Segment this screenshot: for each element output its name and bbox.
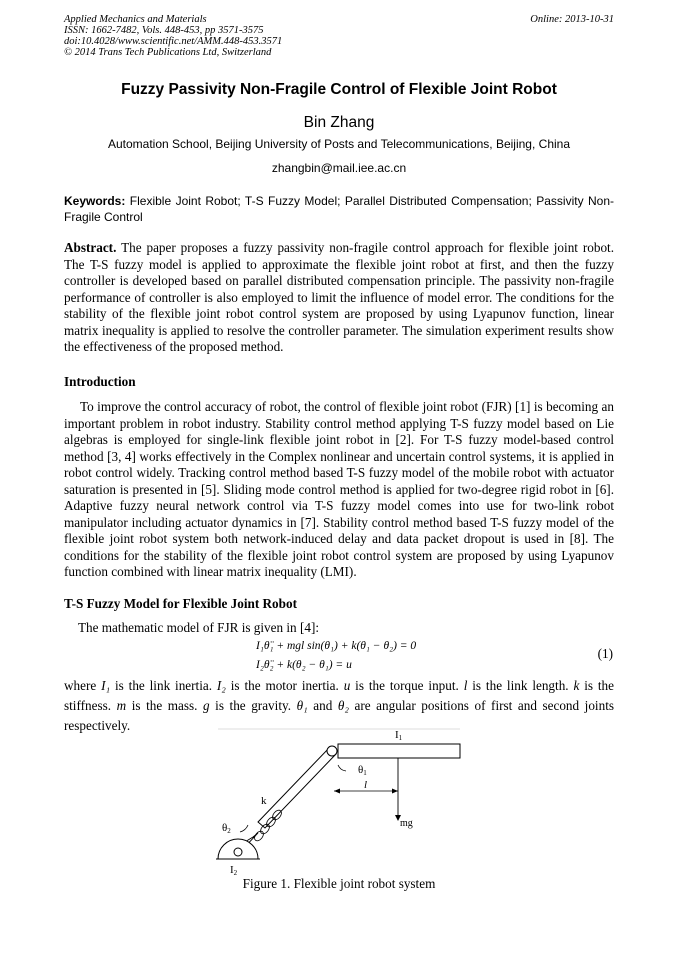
symbol-l: l <box>463 678 468 693</box>
symbol-theta1: θ₁ <box>296 698 308 713</box>
journal-name: Applied Mechanics and Materials <box>64 14 207 25</box>
issn: ISSN: 1662-7482, Vols. 448-453, pp 3571-3575 <box>64 25 264 36</box>
keywords <box>64 194 614 225</box>
author: Bin Zhang <box>303 114 375 131</box>
base-joint <box>234 848 242 856</box>
where-text: are angular positions of first and second joints respectively. <box>64 698 614 733</box>
copyright: © 2014 Trans Tech Publications Ltd, Switzerland <box>64 47 272 58</box>
symbol-theta2: θ₂ <box>337 698 349 713</box>
abstract-text: The paper proposes a fuzzy passivity non-fragile control approach for flexible joint robot. The T-S fuzzy model is applied to approximate the flexible joint robot at first, and then the fuzzy controller is developed based on parallel distributed compensation principle. The passivity non-fragile performance of controller is also employed to limit the influence of model error. The conditions for the stability of the flexible joint robot control system are proposed by using Lyapunov function, linear matrix inequality is applied to resolve the controller parameter. The simulation experiment results show the effectiveness of the proposed method. <box>64 240 614 354</box>
equation-number: (1) <box>597 646 613 661</box>
where-text: is the gravity. <box>209 698 297 713</box>
equation-line-2: I₂θ̈₂ + k(θ₂ − θ₁) = u <box>256 659 352 671</box>
label-I2: I2 <box>230 864 238 875</box>
angle-arc-2 <box>240 825 248 832</box>
symbol-g: g <box>203 698 210 713</box>
angle-arc-1 <box>338 765 346 771</box>
top-joint <box>327 746 337 756</box>
keywords-label: Keywords: <box>64 194 126 208</box>
symbol-I2: I₂ <box>216 678 226 693</box>
where-text: is the motor inertia. <box>225 678 344 693</box>
affiliation: Automation School, Beijing University of Posts and Telecommunications, Beijing, China <box>107 137 571 151</box>
where-text: is the stiffness. <box>64 678 614 713</box>
paper-title: Fuzzy Passivity Non-Fragile Control of Flexible Joint Robot <box>121 81 557 98</box>
label-theta2: θ2 <box>222 822 231 835</box>
label-k: k <box>261 795 267 807</box>
doi: doi:10.4028/www.scientific.net/AMM.448-453.3571 <box>64 36 283 47</box>
figure-caption: Figure 1. Flexible joint robot system <box>242 876 436 891</box>
equation-line-1: I₁θ̈₁ + mgl sin(θ₁) + k(θ₁ − θ₂) = 0 <box>256 640 417 652</box>
label-mg: mg <box>400 818 413 829</box>
model-intro: The mathematic model of FJR is given in [4]: <box>78 620 319 635</box>
introduction-heading: Introduction <box>64 374 136 389</box>
where-text: is the torque input. <box>350 678 464 693</box>
robot-figure <box>210 727 470 875</box>
arm-rod <box>258 748 336 828</box>
length-arrow-left <box>334 789 340 794</box>
keywords-text: Flexible Joint Robot; T-S Fuzzy Model; Parallel Distributed Compensation; Passivity Non-Fragile Control <box>64 194 615 224</box>
where-text: is the mass. <box>126 698 203 713</box>
online-date: Online: 2013-10-31 <box>530 14 614 25</box>
model-heading: T-S Fuzzy Model for Flexible Joint Robot <box>64 596 297 611</box>
abstract <box>64 240 614 356</box>
symbol-I1: I₁ <box>101 678 111 693</box>
where-text: is the link inertia. <box>110 678 217 693</box>
where-text: where <box>64 678 102 693</box>
email: zhangbin@mail.iee.ac.cn <box>271 161 407 175</box>
symbol-m: m <box>116 698 127 713</box>
length-arrow-right <box>392 789 398 794</box>
equation-1 <box>256 637 416 675</box>
label-I1: I1 <box>395 729 403 742</box>
abstract-label: Abstract. <box>64 240 117 255</box>
symbol-u: u <box>343 678 351 693</box>
journal-header <box>64 14 614 58</box>
where-text: and <box>307 698 338 713</box>
introduction-text: To improve the control accuracy of robot, the control of flexible joint robot (FJR) [1] is becoming an important problem in robot industry. Stability control method applying T-S fuzzy model based on Lie algebras is employed for single-link flexible joint robot in [2]. For T-S fuzzy model-based control method [3, 4] works effectively in the Complex nonlinear and uncertain control systems, it is applied in robot control widely. Tracking control method based T-S fuzzy model of the mobile robot with actuator saturation is presented in [5]. Sliding mode control method is applied for two-degree rigid robot in [6]. Adaptive fuzzy neural network control via T-S fuzzy model comes into use for two-link robot manipulator including actuator dynamics in [7]. Stability control method based T-S fuzzy model of the flexible joint robot system both network-induced delay and data packet dropout is used in [8]. The conditions for the stability of the flexible joint robot control system are proposed by using Lyapunov function combined with linear matrix inequality (LMI). <box>64 399 614 579</box>
symbol-k: k <box>573 678 580 693</box>
label-l: l <box>364 779 368 791</box>
where-text: is the link length. <box>467 678 574 693</box>
label-theta1: θ1 <box>358 764 367 777</box>
link-beam <box>338 744 460 758</box>
